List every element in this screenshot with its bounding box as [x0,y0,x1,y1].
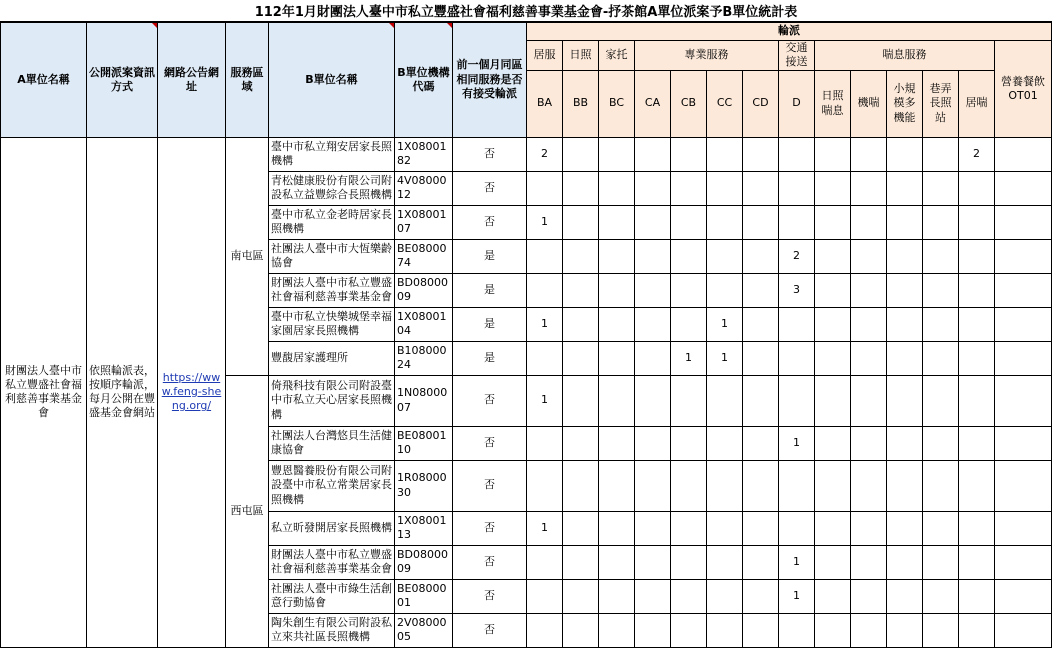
count-cell: 1 [779,426,815,460]
code-bc: BC [599,70,635,137]
b-unit-code: BD0800009 [395,545,453,579]
count-cell [995,307,1052,341]
sheet-title: 112年1月財團法人臺中市私立豐盛社會福利慈善事業基金會-抒茶館A單位派案予B單位統計表 [0,0,1052,22]
header-area: 服務區域 [226,23,269,138]
count-cell [743,171,779,205]
count-cell [851,545,887,579]
count-cell [887,239,923,273]
prev-month-flag: 否 [453,613,527,647]
count-cell: 1 [527,375,563,426]
count-cell [707,273,743,307]
count-cell [635,545,671,579]
a-unit-name: 財團法人臺中市私立豐盛社會福利慈善事業基金會 [1,137,87,647]
count-cell: 1 [779,579,815,613]
b-unit-code: 4V0800012 [395,171,453,205]
count-cell [563,273,599,307]
count-cell [707,171,743,205]
count-cell [563,613,599,647]
respite-home: 居喘 [959,70,995,137]
count-cell [959,460,995,511]
prev-month-flag: 否 [453,545,527,579]
prev-month-flag: 是 [453,341,527,375]
count-cell: 3 [779,273,815,307]
count-cell [599,137,635,171]
count-cell [563,137,599,171]
count-cell [995,239,1052,273]
count-cell [671,426,707,460]
b-unit-name: 青松健康股份有限公司附設私立益豐綜合長照機構 [269,171,395,205]
count-cell [923,460,959,511]
count-cell [563,579,599,613]
prev-month-flag: 否 [453,511,527,545]
count-cell [743,511,779,545]
b-unit-name: 臺中市私立快樂城堡幸福家園居家長照機構 [269,307,395,341]
count-cell [779,307,815,341]
prev-month-flag: 是 [453,273,527,307]
count-cell [563,205,599,239]
count-cell [995,460,1052,511]
count-cell [599,613,635,647]
count-cell [743,613,779,647]
count-cell [887,307,923,341]
count-cell [671,613,707,647]
count-cell [635,341,671,375]
count-cell [851,205,887,239]
count-cell: 2 [959,137,995,171]
prev-month-flag: 否 [453,205,527,239]
count-cell [527,579,563,613]
count-cell [563,171,599,205]
count-cell [959,426,995,460]
count-cell [887,545,923,579]
count-cell [995,137,1052,171]
count-cell [887,171,923,205]
count-cell [743,426,779,460]
b-unit-name: 臺中市私立翔安居家長照機構 [269,137,395,171]
table-row [1,137,1052,171]
count-cell [635,307,671,341]
count-cell [995,426,1052,460]
group-professional: 專業服務 [635,41,779,71]
respite-day: 日照喘息 [815,70,851,137]
count-cell [851,511,887,545]
b-unit-name: 豐馥居家護理所 [269,341,395,375]
count-cell [923,307,959,341]
respite-small-multi: 小規模多機能 [887,70,923,137]
count-cell [923,205,959,239]
count-cell [599,579,635,613]
b-unit-name: 倚飛科技有限公司附設臺中市私立天心居家長照機構 [269,375,395,426]
website-link[interactable]: https://www.feng-sheng.org/ [161,370,222,413]
count-cell [671,545,707,579]
b-unit-code: 1X0800182 [395,137,453,171]
count-cell [527,171,563,205]
count-cell [743,579,779,613]
count-cell [743,375,779,426]
count-cell [635,460,671,511]
count-cell [563,307,599,341]
count-cell [959,375,995,426]
count-cell [599,426,635,460]
count-cell: 2 [527,137,563,171]
count-cell [599,511,635,545]
count-cell [887,511,923,545]
count-cell [923,273,959,307]
count-cell: 1 [707,307,743,341]
count-cell [779,460,815,511]
count-cell [527,341,563,375]
header-prev-month: 前一個月同區相同服務是否有接受輪派 [453,23,527,138]
count-cell [671,375,707,426]
count-cell [671,137,707,171]
count-cell [887,613,923,647]
count-cell [959,613,995,647]
count-cell [815,341,851,375]
count-cell [923,137,959,171]
count-cell [959,545,995,579]
count-cell [851,137,887,171]
prev-month-flag: 否 [453,375,527,426]
b-unit-code: 1N0800007 [395,375,453,426]
count-cell [815,273,851,307]
count-cell [707,137,743,171]
b-unit-code: BE0800110 [395,426,453,460]
count-cell [707,426,743,460]
count-cell [815,511,851,545]
count-cell [995,341,1052,375]
b-unit-name: 豐恩醫養股份有限公司附設臺中市私立常業居家長照機構 [269,460,395,511]
header-meal: 營養餐飲OT01 [995,41,1052,138]
count-cell [635,205,671,239]
count-cell [527,613,563,647]
count-cell [563,460,599,511]
b-unit-name: 陶朱創生有限公司附設私立來共社區長照機構 [269,613,395,647]
count-cell [563,511,599,545]
count-cell [563,341,599,375]
group-respite: 喘息服務 [815,41,995,71]
count-cell [851,579,887,613]
count-cell [635,239,671,273]
header-b-unit: B單位名稱 [269,23,395,138]
count-cell: 1 [527,511,563,545]
statistics-table [0,22,1052,648]
count-cell [815,545,851,579]
group-family: 家托 [599,41,635,71]
count-cell [707,460,743,511]
count-cell [743,460,779,511]
code-bb: BB [563,70,599,137]
count-cell [887,375,923,426]
count-cell [923,613,959,647]
count-cell [599,545,635,579]
website-cell [158,137,226,647]
area-name: 南屯區 [226,137,269,375]
count-cell [779,171,815,205]
count-cell [995,375,1052,426]
count-cell [635,511,671,545]
count-cell [995,613,1052,647]
count-cell [707,205,743,239]
count-cell: 1 [707,341,743,375]
count-cell [923,375,959,426]
count-cell [635,137,671,171]
count-cell [851,239,887,273]
count-cell [599,307,635,341]
count-cell [995,205,1052,239]
count-cell [671,511,707,545]
count-cell [995,545,1052,579]
count-cell [671,460,707,511]
prev-month-flag: 否 [453,137,527,171]
group-home: 居服 [527,41,563,71]
count-cell [923,579,959,613]
count-cell [995,511,1052,545]
count-cell [599,171,635,205]
count-cell [563,426,599,460]
header-rotation: 輪派 [527,23,1052,41]
b-unit-name: 財團法人臺中市私立豐盛社會福利慈善事業基金會 [269,273,395,307]
count-cell [887,460,923,511]
count-cell [743,341,779,375]
count-cell [995,579,1052,613]
count-cell [707,375,743,426]
count-cell [923,171,959,205]
count-cell [707,613,743,647]
count-cell [851,426,887,460]
count-cell [851,375,887,426]
count-cell [851,307,887,341]
count-cell [563,545,599,579]
b-unit-code: B10800024 [395,341,453,375]
count-cell [635,426,671,460]
count-cell: 1 [671,341,707,375]
count-cell [743,545,779,579]
count-cell [815,426,851,460]
count-cell [707,511,743,545]
b-unit-code: 1X0800104 [395,307,453,341]
count-cell [887,205,923,239]
count-cell [635,613,671,647]
count-cell [815,171,851,205]
count-cell [563,375,599,426]
count-cell [959,205,995,239]
b-unit-code: 1R0800030 [395,460,453,511]
count-cell [671,307,707,341]
b-unit-code: 1X0800113 [395,511,453,545]
count-cell: 2 [779,239,815,273]
b-unit-code: BD0800009 [395,273,453,307]
count-cell [959,511,995,545]
b-unit-code: BE0800001 [395,579,453,613]
count-cell [923,239,959,273]
code-cb: CB [671,70,707,137]
count-cell [743,137,779,171]
area-name: 西屯區 [226,375,269,647]
b-unit-name: 社團法人臺中市大恆樂齡協會 [269,239,395,273]
count-cell [707,545,743,579]
count-cell [779,511,815,545]
code-ba: BA [527,70,563,137]
group-transport: 交通接送 [779,41,815,71]
header-disclosure: 公開派案資訊方式 [87,23,158,138]
count-cell [851,460,887,511]
count-cell [599,273,635,307]
count-cell [599,460,635,511]
code-ca: CA [635,70,671,137]
b-unit-name: 私立昕發開居家長照機構 [269,511,395,545]
b-unit-code: BE0800074 [395,239,453,273]
count-cell [527,273,563,307]
header-a-unit: A單位名稱 [1,23,87,138]
b-unit-name: 社團法人臺中市綠生活創意行動協會 [269,579,395,613]
count-cell [851,171,887,205]
count-cell [635,375,671,426]
respite-institution: 機喘 [851,70,887,137]
count-cell [995,171,1052,205]
count-cell [671,205,707,239]
prev-month-flag: 否 [453,171,527,205]
count-cell [671,273,707,307]
count-cell [959,239,995,273]
b-unit-name: 社團法人台灣悠貝生活健康協會 [269,426,395,460]
count-cell [527,239,563,273]
count-cell [599,205,635,239]
count-cell [923,426,959,460]
count-cell [815,137,851,171]
count-cell [707,579,743,613]
count-cell [815,460,851,511]
count-cell [959,273,995,307]
count-cell [923,341,959,375]
count-cell [635,171,671,205]
count-cell [779,341,815,375]
count-cell [599,375,635,426]
group-day: 日照 [563,41,599,71]
count-cell [959,171,995,205]
count-cell [743,307,779,341]
count-cell [887,273,923,307]
count-cell [815,613,851,647]
count-cell [815,375,851,426]
count-cell [599,341,635,375]
disclosure-method: 依照輪派表，按順序輪派，每月公開在豐盛基金會網站 [87,137,158,647]
count-cell [851,341,887,375]
count-cell [887,426,923,460]
header-website: 網路公告網址 [158,23,226,138]
count-cell: 1 [779,545,815,579]
count-cell [815,307,851,341]
code-cc: CC [707,70,743,137]
prev-month-flag: 否 [453,460,527,511]
count-cell [671,239,707,273]
count-cell [743,273,779,307]
b-unit-code: 1X0800107 [395,205,453,239]
count-cell [635,579,671,613]
count-cell [959,579,995,613]
header-b-code: B單位機構代碼 [395,23,453,138]
count-cell [779,137,815,171]
count-cell [887,341,923,375]
count-cell [851,613,887,647]
count-cell [815,239,851,273]
count-cell [923,545,959,579]
count-cell [743,205,779,239]
count-cell [887,579,923,613]
count-cell [707,239,743,273]
count-cell [527,545,563,579]
prev-month-flag: 否 [453,579,527,613]
count-cell: 1 [527,307,563,341]
count-cell [671,579,707,613]
count-cell [959,341,995,375]
count-cell [815,579,851,613]
respite-alley-station: 巷弄長照站 [923,70,959,137]
prev-month-flag: 是 [453,239,527,273]
code-cd: CD [743,70,779,137]
count-cell [851,273,887,307]
count-cell [671,171,707,205]
count-cell [743,239,779,273]
count-cell [815,205,851,239]
b-unit-code: 2V0800005 [395,613,453,647]
code-d: D [779,70,815,137]
count-cell [779,375,815,426]
count-cell [923,511,959,545]
b-unit-name: 臺中市私立金老時居家長照機構 [269,205,395,239]
b-unit-name: 財團法人臺中市私立豐盛社會福利慈善事業基金會 [269,545,395,579]
count-cell [563,239,599,273]
count-cell [959,307,995,341]
prev-month-flag: 是 [453,307,527,341]
count-cell [599,239,635,273]
count-cell [779,205,815,239]
count-cell [527,426,563,460]
prev-month-flag: 否 [453,426,527,460]
count-cell [995,273,1052,307]
count-cell [635,273,671,307]
count-cell: 1 [527,205,563,239]
count-cell [527,460,563,511]
count-cell [779,613,815,647]
count-cell [887,137,923,171]
